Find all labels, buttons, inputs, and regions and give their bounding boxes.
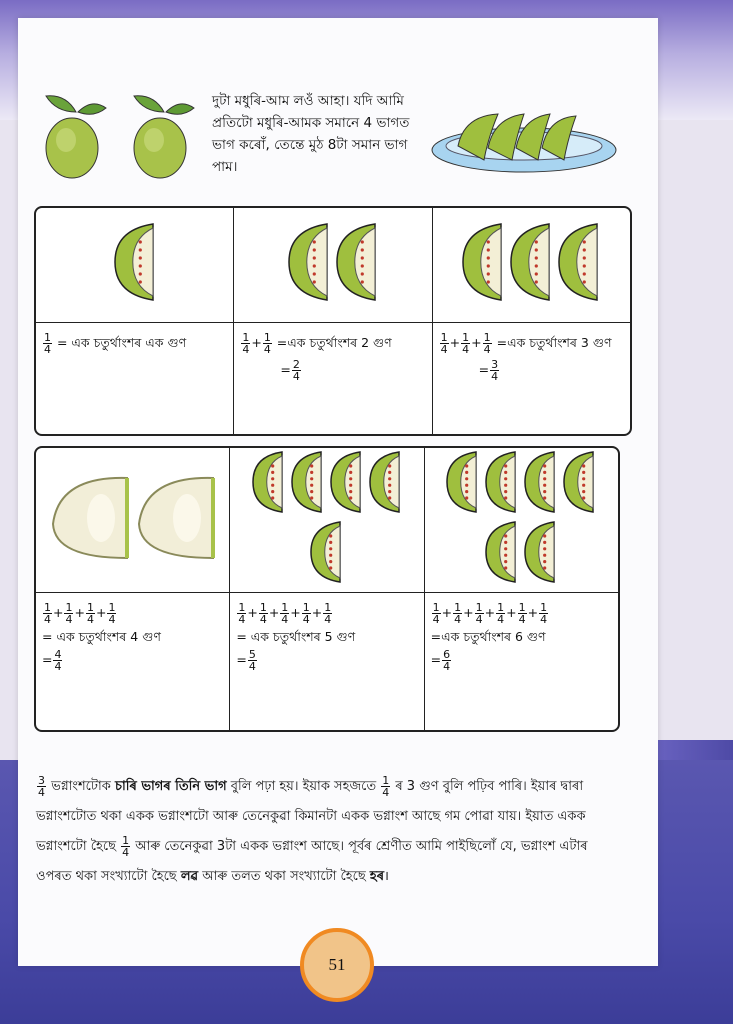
guava-quarter-icon [484,520,519,584]
explanation-paragraph [36,772,626,892]
fraction-label: = এক চতুৰ্থাংশৰ 5 গুণ [236,629,356,644]
fraction: $\frac{1}{4}$ [238,601,246,626]
fraction: $\frac{1}{4}$ [263,331,271,356]
fraction-label: =এক চতুৰ্থাংশৰ 6 গুণ [430,629,546,644]
guava-half-icon [135,474,217,560]
para-bold-denominator: হৰ [369,869,385,884]
guava-quarter-icon [523,450,558,514]
para-text-3: ৰ 3 গুণ বুলি পঢ়িব পাৰি। ইয়াৰ দ্বাৰা ভগ্নাংশটোত থকা একক ভগ্নাংশটো আৰু তেনেকুৱা কিমানটা একক ভগ্নাংশ আছে গম পোৱা যায়। ইয়াত একক ভগ্নাংশটো হৈছে [36,779,586,854]
fraction-equation: $\frac{1}{4}$ + $\frac{1}{4}$ + $\frac{1}{4}$ =এক চতুৰ্থাংশৰ 3 গুণ = $\frac{3}{4}$ [440,331,612,383]
guava-half-icon [49,474,131,560]
fraction: $\frac{3}{4}$ [491,358,499,383]
cell-divider [234,322,431,323]
guava-pieces [36,208,233,316]
fraction: $\frac{1}{4}$ [432,601,440,626]
para-text-4: আৰু তেনেকুৱা 3টা একক ভগ্নাংশ আছে। পূৰ্বৰ শ্ৰেণীত আমি পাইছিলোঁ যে, ভগ্নাংশ এটাৰ ওপৰত থকা সংখ্যাটো হৈছে [36,839,588,884]
fraction-one-quarter: $\frac{1}{4}$ [382,774,390,799]
fraction-equation: $\frac{1}{4}$ + $\frac{1}{4}$ =এক চতুৰ্থাংশৰ 2 গুণ = $\frac{2}{4}$ [242,331,392,383]
guava-quarter-icon [484,450,519,514]
page-number: 51 [300,928,374,1002]
fraction: $\frac{1}{4}$ [483,331,491,356]
fraction-equation: $\frac{1}{4}$ + $\frac{1}{4}$ + $\frac{1}{4}$ + $\frac{1}{4}$ + $\frac{1}{4}$ + $\frac{1}{4}$ =এক চতুৰ্থাংশৰ 6 গুণ = $\frac{6}{4}$ [430,601,548,673]
fraction-cell [230,448,424,730]
fraction-one-quarter: $\frac{1}{4}$ [122,834,130,859]
guava-pieces [433,208,630,316]
fraction-cell [234,208,432,434]
guava-plate-icon [428,108,624,188]
fraction: $\frac{1}{4}$ [462,331,470,356]
fraction-equation: $\frac{1}{4}$ + $\frac{1}{4}$ + $\frac{1}{4}$ + $\frac{1}{4}$ + $\frac{1}{4}$ = এক চতুৰ্থাংশৰ 5 গুণ = $\frac{5}{4}$ [236,601,356,673]
guava-pieces [425,448,618,586]
cell-divider [433,322,630,323]
fraction-label: =এক চতুৰ্থাংশৰ 2 গুণ [272,335,392,350]
guava-quarter-icon [523,520,558,584]
para-text-2: বুলি পঢ়া হয়। ইয়াক সহজতে [226,779,381,794]
fraction: $\frac{1}{4}$ [475,601,483,626]
fraction: $\frac{1}{4}$ [540,601,548,626]
guava-pieces [230,448,423,586]
cell-divider [425,592,618,593]
fraction: $\frac{1}{4}$ [518,601,526,626]
fraction-label: =এক চতুৰ্থাংশৰ 3 গুণ [492,335,612,350]
guava-icon [124,84,204,184]
fraction: $\frac{1}{4}$ [497,601,505,626]
fraction: $\frac{1}{4}$ [242,331,250,356]
guava-quarter-icon [329,450,364,514]
cell-divider [230,592,423,593]
guava-quarter-icon [251,450,286,514]
fraction: $\frac{4}{4}$ [54,648,62,673]
fraction: $\frac{1}{4}$ [108,601,116,626]
fraction-label: = এক চতুৰ্থাংশৰ 4 গুণ [42,629,161,644]
fraction-grid-row-2 [34,446,620,732]
para-bold-1: চাৰি ভাগৰ তিনি ভাগ [115,779,227,794]
cell-divider [36,592,229,593]
fraction-grid-row-1 [34,206,632,436]
guava-quarter-icon [445,450,480,514]
guava-quarter-icon [287,222,331,302]
guava-pieces [234,208,431,316]
fraction: $\frac{2}{4}$ [292,358,300,383]
fraction-cell [36,448,230,730]
cell-divider [36,322,233,323]
fraction: $\frac{1}{4}$ [86,601,94,626]
fraction: $\frac{1}{4}$ [259,601,267,626]
fraction-label: = এক চতুৰ্থাংশৰ এক গুণ [53,335,187,350]
guava-quarter-icon [335,222,379,302]
para-text-1: ভগ্নাংশটোক [47,779,115,794]
guava-icon [36,84,116,184]
fraction: $\frac{1}{4}$ [65,601,73,626]
fraction: $\frac{1}{4}$ [454,601,462,626]
fraction-cell [425,448,618,730]
guava-quarter-icon [562,450,597,514]
fraction: $\frac{5}{4}$ [248,648,256,673]
fraction-cell [433,208,630,434]
guava-quarter-icon [290,450,325,514]
guava-quarter-icon [113,222,157,302]
fraction-three-quarters: $\frac{3}{4}$ [38,774,45,799]
fraction: $\frac{6}{4}$ [443,648,451,673]
fraction: $\frac{1}{4}$ [44,331,51,356]
guava-quarter-icon [461,222,505,302]
fraction: $\frac{1}{4}$ [440,331,448,356]
para-text-5: আৰু তলত থকা সংখ্যাটো হৈছে [198,869,370,884]
para-text-6: । [384,869,389,884]
fraction-equation: $\frac{1}{4}$ + $\frac{1}{4}$ + $\frac{1}{4}$ + $\frac{1}{4}$ = এক চতুৰ্থাংশৰ 4 গুণ = $\frac{4}{4}$ [42,601,161,673]
fraction: $\frac{1}{4}$ [302,601,310,626]
guava-quarter-icon [309,520,344,584]
fraction-cell [36,208,234,434]
intro-text: দুটা মধুৰি-আম লওঁ আহা। যদি আমি প্ৰতিটো মধুৰি-আমক সমানে 4 ভাগত ভাগ কৰোঁ, তেন্তে মুঠ 8টা সমান ভাগ পাম। [212,93,410,175]
guava-quarter-icon [368,450,403,514]
para-bold-numerator: লৱ [180,869,199,884]
guava-quarter-icon [557,222,601,302]
fraction: $\frac{1}{4}$ [44,601,51,626]
guava-quarter-icon [509,222,553,302]
fraction-equation [42,332,186,355]
guava-pieces [36,448,229,586]
fraction: $\frac{1}{4}$ [281,601,289,626]
fraction: $\frac{1}{4}$ [324,601,332,626]
